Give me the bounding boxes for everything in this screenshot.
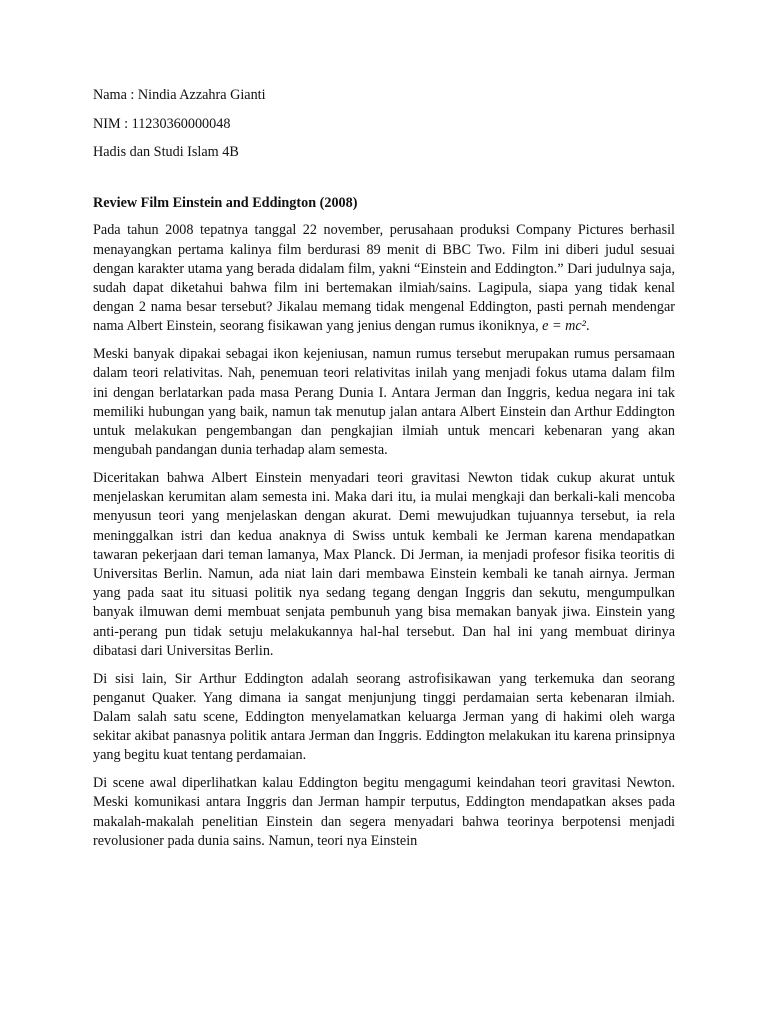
paragraph-3: Diceritakan bahwa Albert Einstein menyadari teori gravitasi Newton tidak cukup akurat untuk menjelaskan kerumitan alam semesta ini. Maka dari itu, ia mulai mengkaji dan berkali-kali mencoba menyusun teori yang menjelaskan dengan akurat. Demi mewujudkan tujuannya tersebut, ia rela meninggalkan istri dan kedua anaknya di Swiss untuk kembali ke Jerman karena mendapatkan tawaran pekerjaan dari teman lamanya, Max Planck. Di Jerman, ia menjadi profesor fisika teoritis di Universitas Berlin. Namun, ada niat lain dari membawa Einstein kembali ke tanah airnya. Jerman yang pada saat itu situasi politik nya sedang tegang dengan Inggris dan sekutu, mengumpulkan banyak ilmuwan demi membuat senjata pembunuh yang bisa memakan banyak jiwa. Einstein yang anti-perang pun tidak setuju melakukannya hal-hal tersebut. Dan hal ini yang membuat dirinya dibatasi dari Universitas Berlin.	[93, 469, 675, 659]
paragraph-1-end: .	[585, 318, 590, 335]
paragraph-4: Di sisi lain, Sir Arthur Eddington adalah seorang astrofisikawan yang terkemuka dan seorang penganut Quaker. Yang dimana ia sangat menjunjung tinggi perdamaian serta kebenaran ilmiah. Dalam salah satu scene, Eddington menyelamatkan keluarga Jerman yang di hakimi oleh warga sekitar akibat panasnya politik antara Jerman dan Inggris. Eddington melakukan itu karena prinsipnya yang begitu kuat tentang perdamaian.	[93, 670, 675, 764]
student-nim: NIM : 11230360000048	[93, 115, 231, 132]
paragraph-1	[93, 221, 675, 336]
course-class: Hadis dan Studi Islam 4B	[93, 144, 239, 161]
document-title: Review Film Einstein and Eddington (2008)	[93, 194, 358, 211]
paragraph-2: Meski banyak dipakai sebagai ikon kejeniusan, namun rumus tersebut merupakan rumus persamaan dalam teori relativitas. Nah, penemuan teori relativitas inilah yang menjadi fokus utama dalam film ini dengan berlatarkan pada masa Perang Dunia I. Antara Jerman dan Inggris, kedua negara ini tak memiliki hubungan yang baik, namun tak menutup jalan antara Albert Einstein dan Arthur Eddington untuk melakukan pengembangan dan pengkajian ilmiah untuk mencari kebenaran yang akan mengubah pandangan dunia terhadap alam semesta.	[93, 346, 675, 459]
formula: e = mc²	[542, 318, 586, 335]
student-name: Nama : Nindia Azzahra Gianti	[93, 87, 266, 103]
document-page	[93, 84, 675, 851]
paragraph-5: Di scene awal diperlihatkan kalau Eddington begitu mengagumi keindahan teori gravitasi Newton. Meski komunikasi antara Inggris dan Jerman hampir terputus, Eddington mendapatkan akses pada makalah-makalah penelitian Einstein dan segera menyadari bahwa teorinya berpotensi menjadi revolusioner pada dunia sains. Namun, teori nya Einstein	[93, 775, 675, 849]
paragraph-1-text: Pada tahun 2008 tepatnya tanggal 22 november, perusahaan produksi Company Pictures berhasil menayangkan pertama kalinya film berdurasi 89 menit di BBC Two. Film ini diberi judul sesuai dengan karakter utama yang berada didalam film, yakni “Einstein and Eddington.” Dari judulnya saja, sudah dapat diketahui bahwa film ini bertemakan ilmiah/sains. Lagipula, siapa yang tidak kenal dengan 2 nama besar tersebut? Jikalau memang tidak mengenal Eddington, pasti pernah mendengar nama Albert Einstein, seorang fisikawan yang jenius dengan rumus ikoniknya,	[93, 222, 675, 335]
